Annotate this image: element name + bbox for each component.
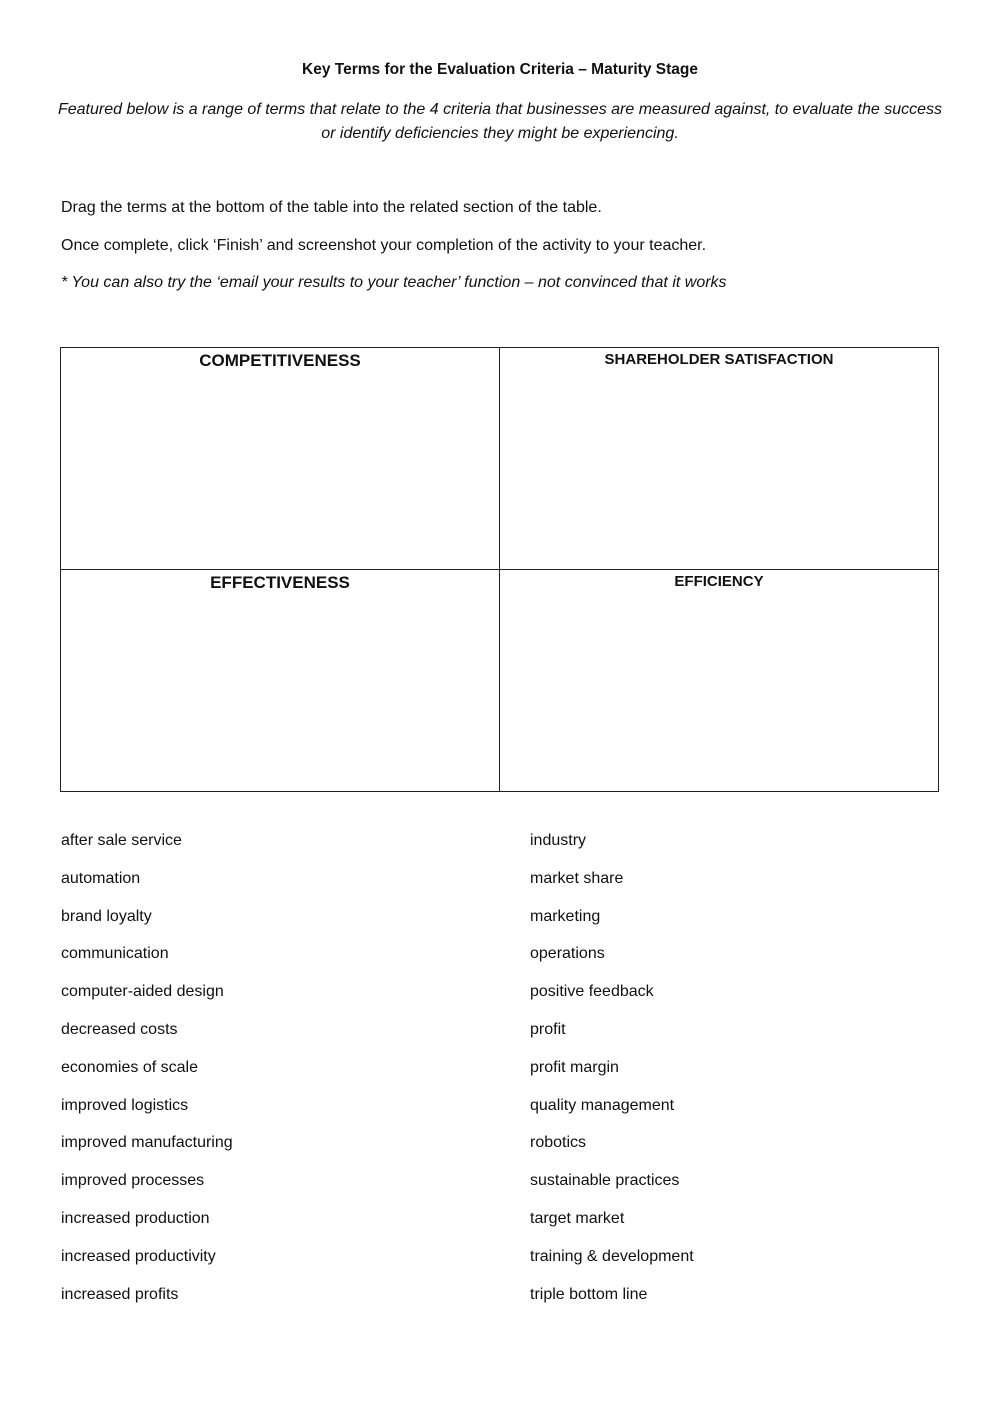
- intro-text: Featured below is a range of terms that relate to the 4 criteria that businesses are measured against, to evaluate the success or identify deficiencies they might be experiencing.: [57, 101, 943, 142]
- term-item[interactable]: economies of scale: [61, 1058, 198, 1076]
- term-item[interactable]: automation: [61, 869, 141, 887]
- term-item[interactable]: target market: [530, 1209, 625, 1227]
- shareholder-satisfaction-header: SHAREHOLDER SATISFACTION: [604, 351, 834, 368]
- term-item[interactable]: positive feedback: [530, 983, 654, 1001]
- drop-zone-competitiveness[interactable]: [61, 348, 500, 570]
- instruction-drag: Drag the terms at the bottom of the table into the related section of the table.: [61, 199, 602, 216]
- term-item[interactable]: increased profits: [61, 1285, 179, 1303]
- term-item[interactable]: computer-aided design: [61, 983, 224, 1001]
- term-item[interactable]: training & development: [530, 1247, 694, 1265]
- term-item[interactable]: increased production: [61, 1209, 210, 1227]
- term-item[interactable]: profit: [530, 1020, 566, 1038]
- effectiveness-header: EFFECTIVENESS: [210, 573, 350, 592]
- terms-list-left: [61, 829, 233, 1320]
- term-item[interactable]: quality management: [530, 1096, 675, 1114]
- term-item[interactable]: improved logistics: [61, 1096, 189, 1114]
- drop-zone-effectiveness[interactable]: [61, 570, 500, 791]
- term-item[interactable]: decreased costs: [61, 1020, 178, 1038]
- competitiveness-header: COMPETITIVENESS: [199, 351, 361, 370]
- criteria-table: [60, 347, 939, 792]
- page-title: Key Terms for the Evaluation Criteria – Maturity Stage: [302, 61, 698, 78]
- instruction-finish: Once complete, click ‘Finish’ and screenshot your completion of the activity to your teacher.: [61, 237, 707, 254]
- term-item[interactable]: improved processes: [61, 1172, 205, 1190]
- term-item[interactable]: industry: [530, 832, 587, 849]
- efficiency-header: EFFICIENCY: [674, 573, 764, 590]
- drop-zone-efficiency[interactable]: [500, 570, 938, 791]
- term-item[interactable]: robotics: [530, 1134, 587, 1152]
- term-item[interactable]: profit margin: [530, 1058, 619, 1076]
- term-item[interactable]: communication: [61, 945, 169, 963]
- instruction-email-note: * You can also try the ‘email your results to your teacher’ function – not convinced that it works: [61, 274, 727, 291]
- term-item[interactable]: increased productivity: [61, 1247, 216, 1265]
- terms-list-right: [530, 829, 694, 1320]
- term-item[interactable]: after sale service: [61, 832, 182, 849]
- term-item[interactable]: marketing: [530, 907, 601, 925]
- term-item[interactable]: operations: [530, 945, 605, 963]
- term-item[interactable]: improved manufacturing: [61, 1134, 233, 1152]
- term-item[interactable]: sustainable practices: [530, 1172, 680, 1190]
- term-item[interactable]: brand loyalty: [61, 907, 152, 925]
- term-item[interactable]: market share: [530, 869, 624, 887]
- drop-zone-shareholder-satisfaction[interactable]: [500, 348, 938, 570]
- term-item[interactable]: triple bottom line: [530, 1285, 648, 1303]
